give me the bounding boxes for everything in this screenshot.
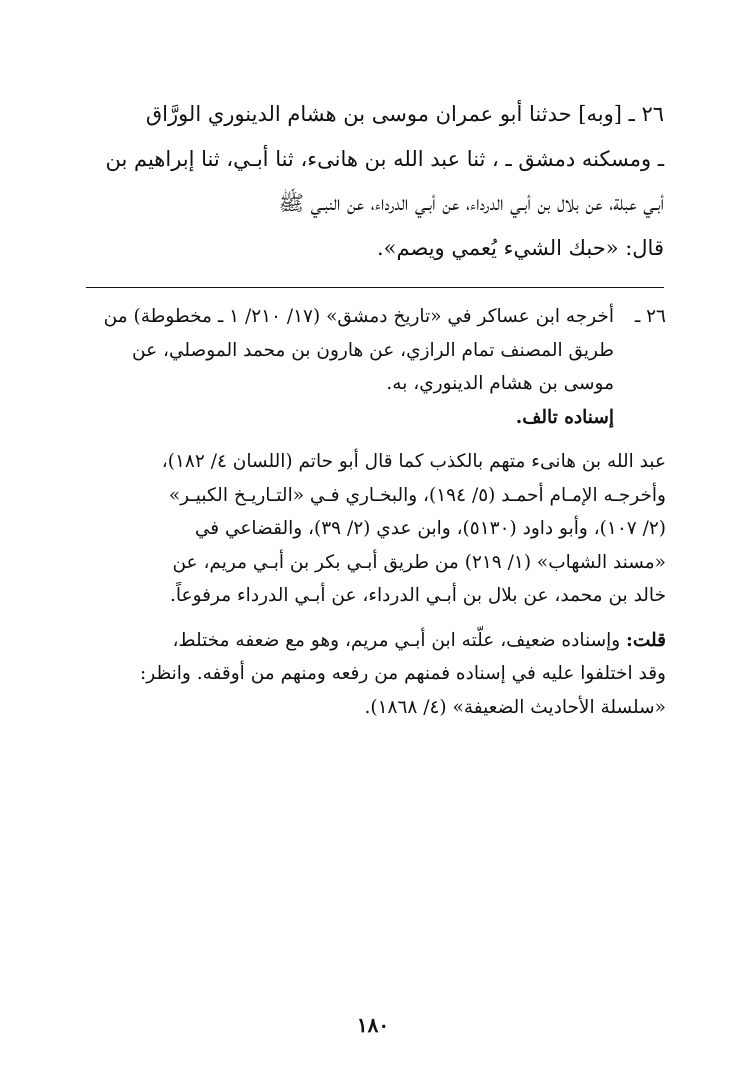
footnote-line: (٢/ ١٠٧)، وأبو داود (٥١٣٠)، وابن عدي (٢/ ٣٩)، والقضاعي في: [194, 518, 666, 539]
hadith-line: ـ ومسكنه دمشق ـ ، ثنا عبد الله بن هانىء، ثنا أبـي، ثنا إبراهيم بن: [105, 146, 664, 171]
footnote-line: موسى بن هشام الدينوري، به.: [386, 373, 614, 394]
footnote-body: [82, 300, 614, 445]
hadith-text: [82, 92, 664, 270]
narrator-paragraph: [82, 445, 666, 613]
footnote-entry: [82, 300, 666, 445]
footnote-line: عبد الله بن هانىء متهم بالكذب كما قال أبو حاتم (اللسان ٤/ ١٨٢)،: [161, 451, 666, 472]
footnote-separator: [86, 287, 664, 288]
paragraph-gap: [82, 613, 666, 624]
page-number: ١٨٠: [356, 1013, 390, 1037]
hadith-line: ٢٦ ـ [وبه] حدثنا أبو عمران موسى بن هشام الدينوري الورَّاق: [145, 102, 664, 126]
footnote-line: وأخرجـه الإمـام أحمـد (٥/ ١٩٤)، والبخـاري فـي «التـاريـخ الكبيـر»: [168, 484, 666, 506]
footnote-line: وقد اختلفوا عليه في إسناده فمنهم من رفعه ومنهم من أوقفه. وانظر:: [140, 663, 666, 684]
hadith-line: قال: «حبك الشيء يُعمي ويصم».: [377, 235, 664, 260]
author-comment-paragraph: [82, 624, 666, 725]
footnote-line: «مسند الشهاب» (١/ ٢١٩) من طريق أبـي بكر بن أبـي مريم، عن: [172, 551, 666, 573]
comment-text: وإسناده ضعيف، علّته ابن أبـي مريم، وهو مع ضعفه مختلط،: [172, 629, 627, 651]
footnote-number: ٢٦ ـ: [634, 306, 666, 327]
comment-label: قلت:: [626, 629, 666, 651]
footnote-line: خالد بن محمد، عن بلال بن أبـي الدرداء، عن أبـي الدرداء مرفوعاً.: [170, 585, 666, 606]
hadith-line: أبـي عبلة، عن بلال بن أبـي الدرداء، عن أبـي الدرداء، عن النبـي ﷺ: [278, 191, 664, 215]
footnote-line: [82, 624, 666, 658]
takhrij-paragraph: [82, 300, 614, 401]
footnote-section: [82, 300, 666, 724]
footnote-line: «سلسلة الأحاديث الضعيفة» (٤/ ١٨٦٨).: [364, 696, 666, 718]
footnote-line: أخرجه ابن عساكر في «تاريخ دمشق» (١٧/ ٢١٠/ ١ ـ مخطوطة) من: [103, 306, 614, 327]
isnad-verdict-heading: إسناده تالف.: [515, 406, 614, 428]
footnote-line: طريق المصنف تمام الرازي، عن هارون بن محمد الموصلي، عن: [132, 339, 614, 361]
